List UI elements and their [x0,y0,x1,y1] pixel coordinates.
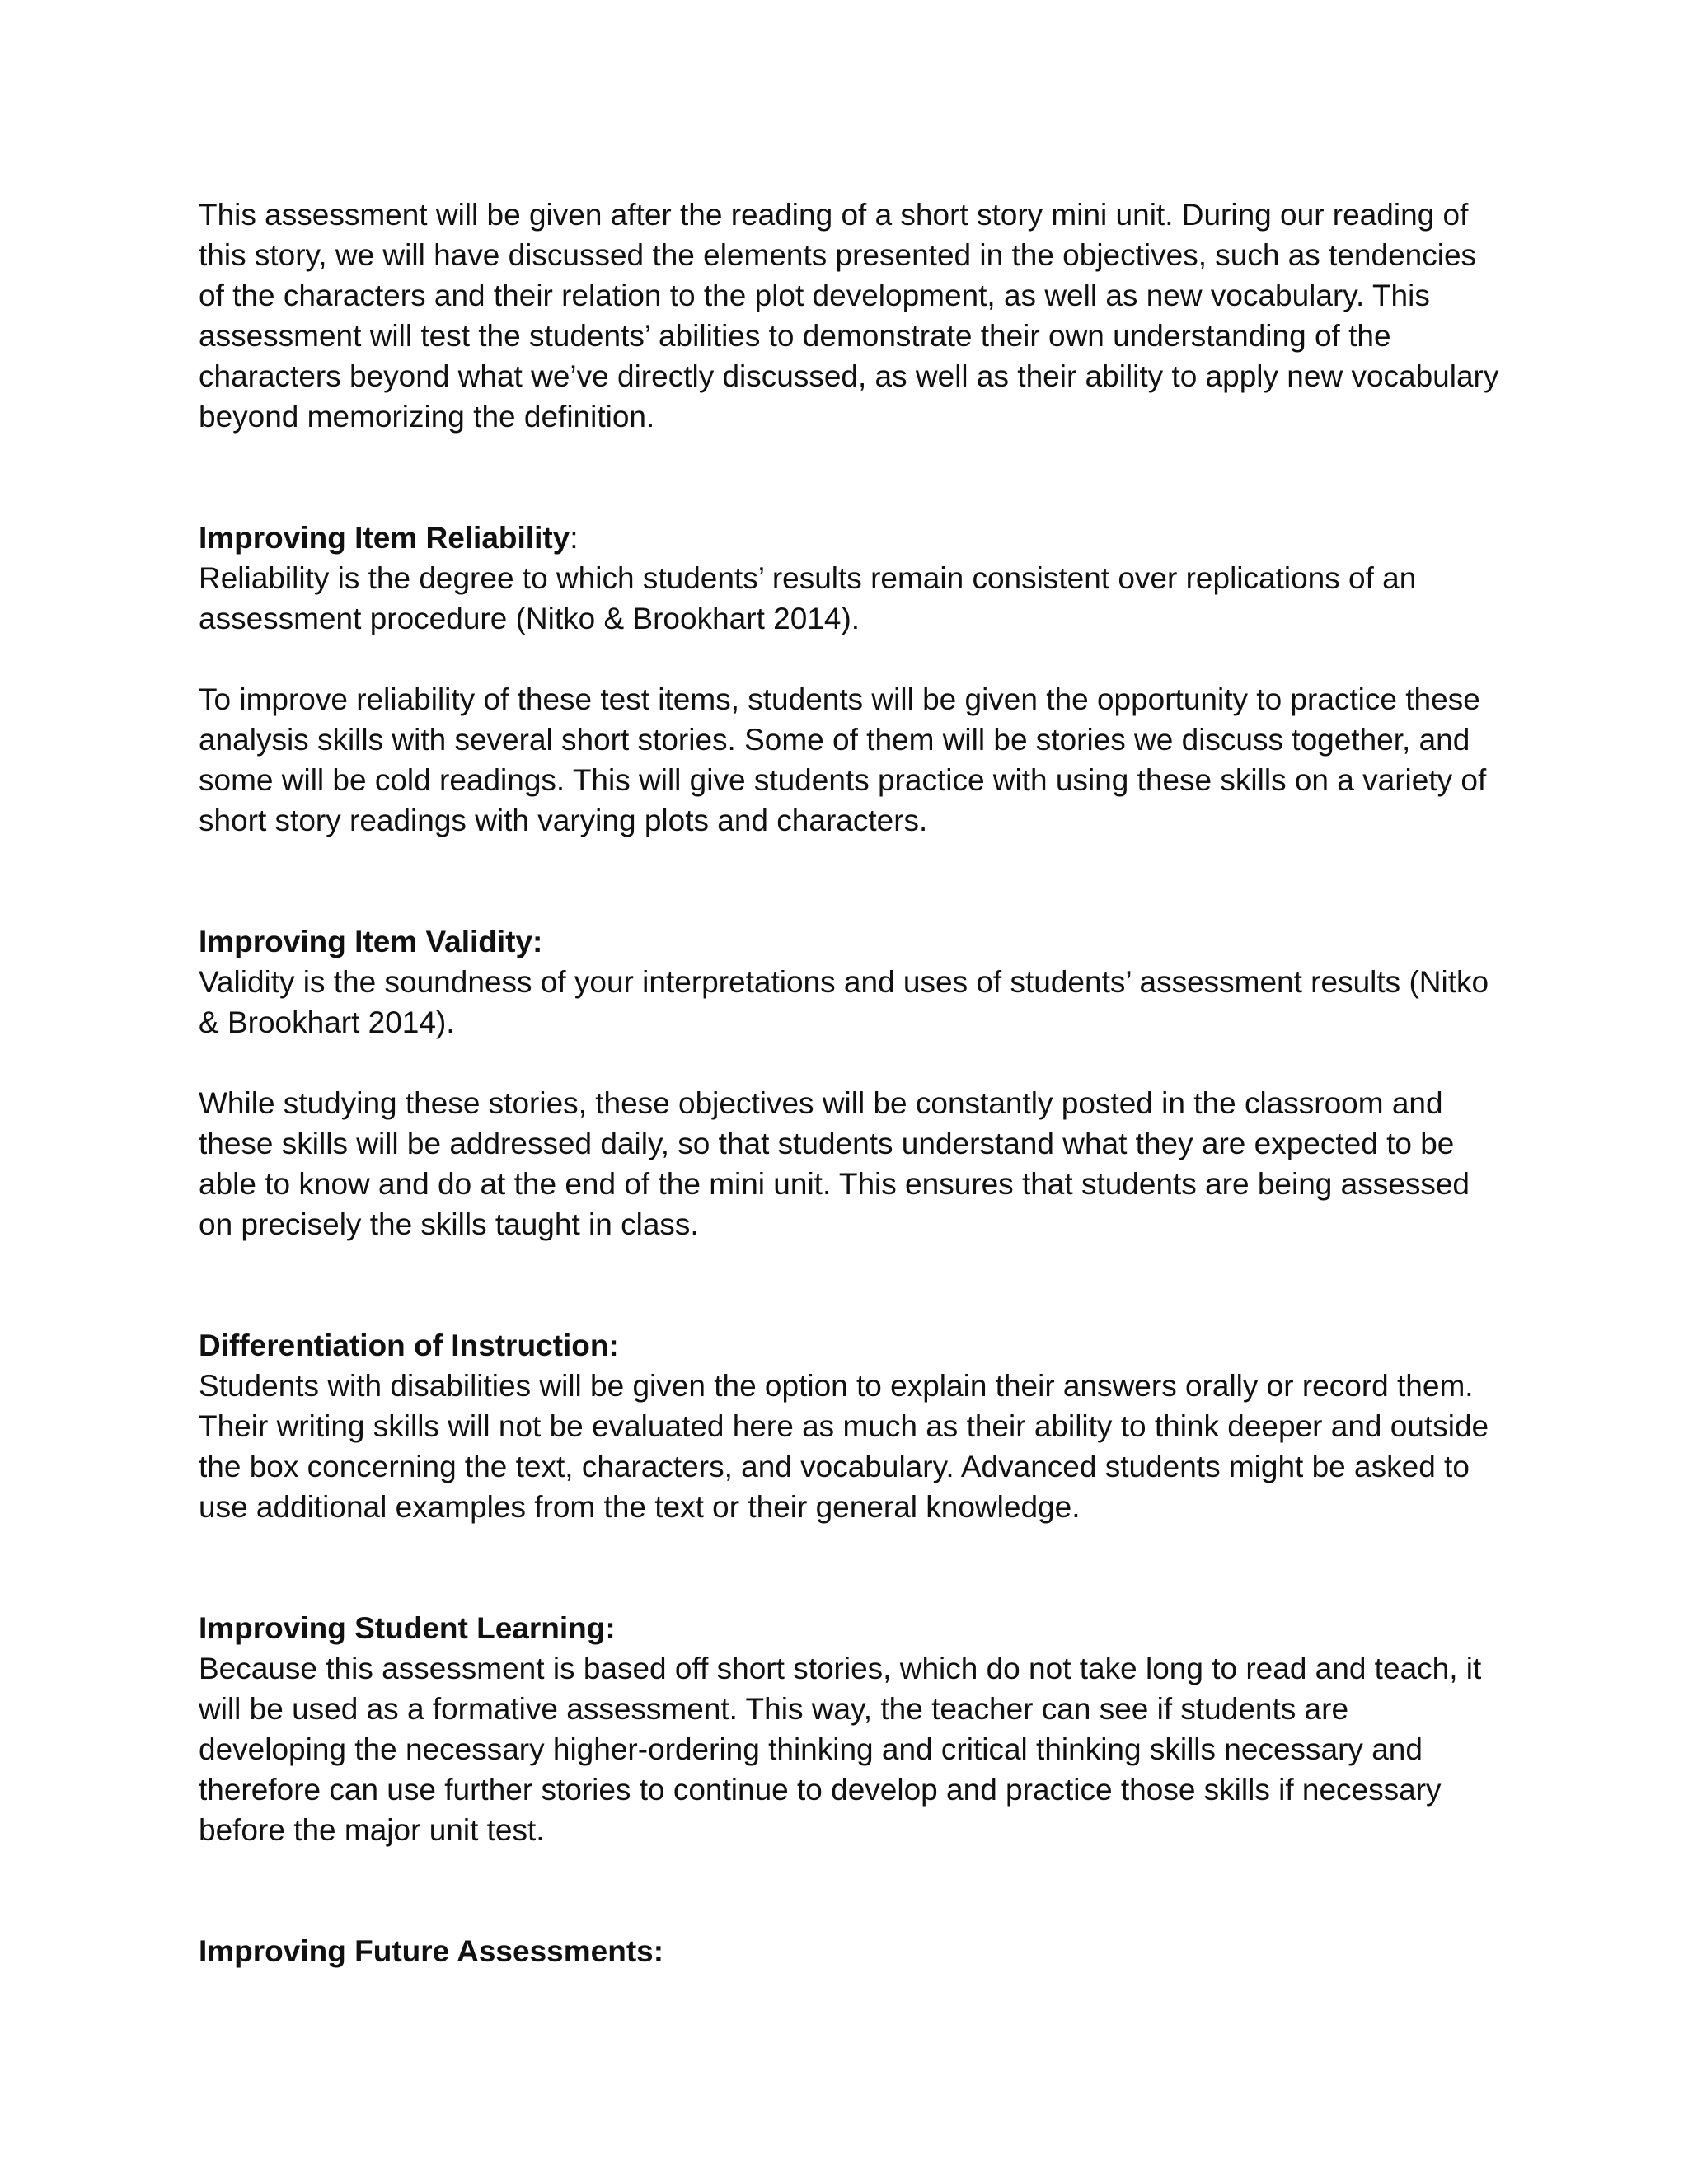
heading-future-assessments: Improving Future Assessments: [199,1934,664,1968]
document-page [199,194,1501,1971]
validity-definition: Validity is the soundness of your interpretations and uses of students’ assessment results (Nitko & Brookhart 2014). [199,965,1489,1039]
reliability-definition: Reliability is the degree to which students’ results remain consistent over replications of an assessment procedure (Nitko & Brookhart 2014). [199,561,1417,635]
heading-reliability-colon: : [570,521,579,555]
differentiation-paragraph: Students with disabilities will be given the option to explain their answers orally or record them. Their writing skills will not be evaluated here as much as their ability to think deeper and outside the box concerning the text, characters, and vocabulary. Advanced students might be asked to use additional examples from the text or their general knowledge. [199,1369,1489,1524]
heading-student-learning: Improving Student Learning: [199,1611,616,1645]
intro-paragraph: This assessment will be given after the reading of a short story mini unit. During our reading of this story, we will have discussed the elements presented in the objectives, such as tendencies of the characters and their relation to the plot development, as well as new vocabulary. This assessment will test the students’ abilities to demonstrate their own understanding of the characters beyond what we’ve directly discussed, as well as their ability to apply new vocabulary beyond memorizing the definition. [199,198,1499,434]
heading-differentiation: Differentiation of Instruction: [199,1329,619,1362]
validity-improvement: While studying these stories, these objectives will be constantly posted in the classroom and these skills will be addressed daily, so that students understand what they are expected to be able to know and do at the end of the mini unit. This ensures that students are being assessed on precisely the skills taught in class. [199,1086,1470,1241]
student-learning-paragraph: Because this assessment is based off short stories, which do not take long to read and teach, it will be used as a formative assessment. This way, the teacher can see if students are developing the necessary higher-ordering thinking and critical thinking skills necessary and therefore can use further stories to continue to develop and practice those skills if necessary before the major unit test. [199,1652,1482,1847]
heading-reliability [199,518,1501,558]
reliability-improvement: To improve reliability of these test items, students will be given the opportunity to practice these analysis skills with several short stories. Some of them will be stories we discuss together, and some will be cold readings. This will give students practice with using these skills on a variety of short story readings with varying plots and characters. [199,682,1487,837]
heading-validity: Improving Item Validity: [199,925,543,958]
heading-reliability-text: Improving Item Reliability [199,521,570,555]
